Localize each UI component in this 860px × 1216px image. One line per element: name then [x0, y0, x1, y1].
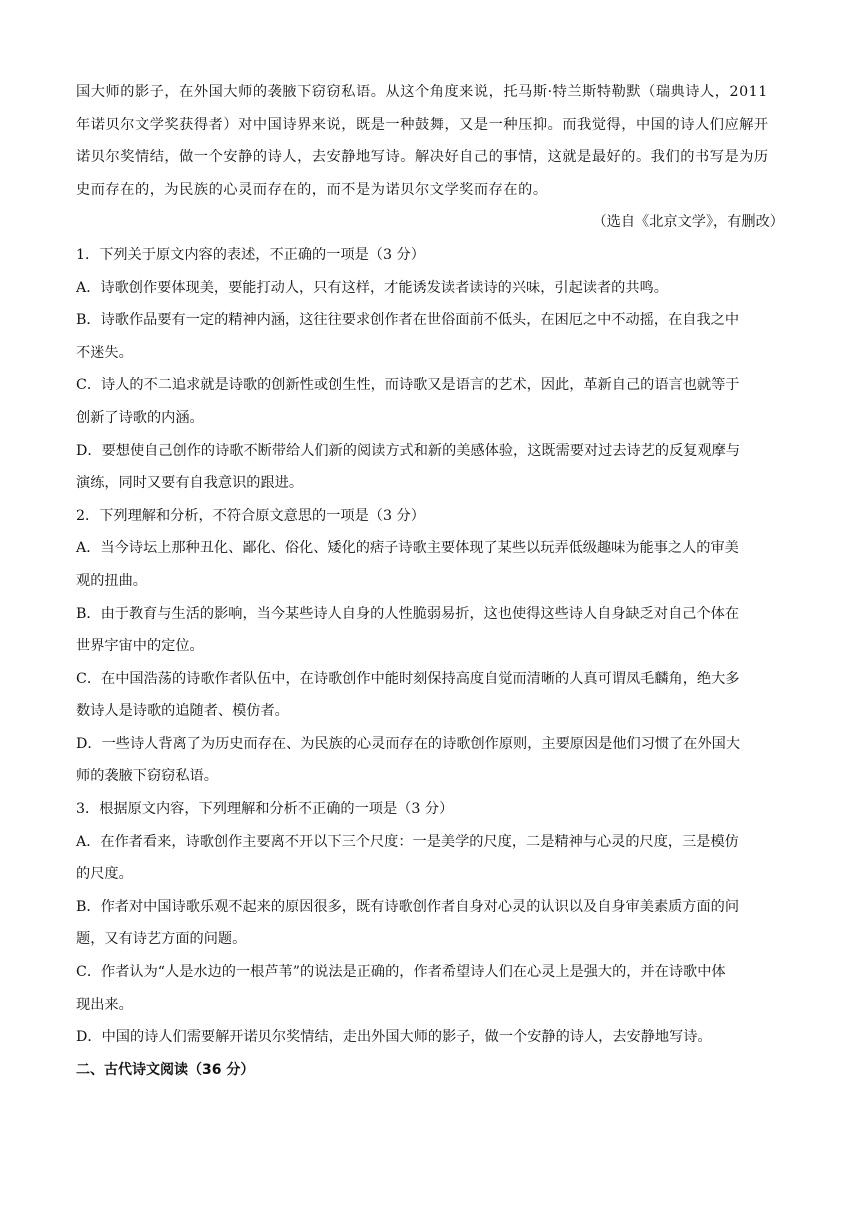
section-heading: 二、古代诗文阅读（36 分）: [76, 1061, 255, 1078]
option-line: 的尺度。: [76, 866, 133, 883]
option-line: 师的袭腋下窃窃私语。: [76, 768, 218, 785]
option-line: A．当今诗坛上那种丑化、鄙化、俗化、矮化的痞子诗歌主要体现了某些以玩弄低级趣味为能事之人的审美: [76, 540, 739, 557]
option-line: B．作者对中国诗歌乐观不起来的原因很多，既有诗歌创作者自身对心灵的认识以及自身审美素质方面的问: [76, 898, 740, 915]
passage-line: 诺贝尔奖情结，做一个安静的诗人，去安静地写诗。解决好自己的事情，这就是最好的。我们的书写是为历: [76, 149, 769, 166]
option-line: 不迷失。: [76, 344, 133, 361]
option-line: 演练，同时又要有自我意识的跟进。: [76, 475, 304, 492]
passage-line: 史而存在的，为民族的心灵而存在的，而不是为诺贝尔文学奖而存在的。: [76, 181, 548, 198]
option-line: C．诗人的不二追求就是诗歌的创新性或创生性，而诗歌又是语言的艺术，因此，革新自己的语言也就等于: [76, 377, 740, 394]
option-line: 题，又有诗艺方面的问题。: [76, 931, 247, 948]
question-stem: 1．下列关于原文内容的表述，不正确的一项是（3 分）: [76, 246, 425, 263]
option-line: A．在作者看来，诗歌创作主要离不开以下三个尺度：一是美学的尺度，二是精神与心灵的尺度，三是模仿: [76, 833, 739, 850]
option-line: 数诗人是诗歌的追随者、模仿者。: [76, 703, 289, 720]
option-line: B．由于教育与生活的影响，当今某些诗人自身的人性脆弱易折，这也使得这些诗人自身缺乏对自己个体在: [76, 605, 740, 622]
passage: [76, 76, 784, 206]
option-line: A．诗歌创作要体现美，要能打动人，只有这样，才能诱发读者读诗的兴味，引起读者的共鸣。: [76, 279, 668, 296]
option-line: C．作者认为“人是水边的一根芦苇”的说法是正确的，作者希望诗人们在心灵上是强大的，并在诗歌中体: [76, 964, 726, 981]
option-line: D．中国的诗人们需要解开诺贝尔奖情结，走出外国大师的影子，做一个安静的诗人，去安静地写诗。: [76, 1029, 712, 1046]
passage-line: 国大师的影子，在外国大师的袭腋下窃窃私语。从这个角度来说，托马斯·特兰斯特勒默（瑞典诗人，2011: [76, 84, 768, 100]
option-line: 现出来。: [76, 996, 133, 1013]
option-line: 世界宇宙中的定位。: [76, 638, 204, 655]
question-stem: 2．下列理解和分析，不符合原文意思的一项是（3 分）: [76, 507, 425, 524]
option-line: D．一些诗人背离了为历史而存在、为民族的心灵而存在的诗歌创作原则，主要原因是他们习惯了在外国大: [76, 735, 741, 752]
question-stem: 3．根据原文内容，下列理解和分析不正确的一项是（3 分）: [76, 801, 454, 818]
passage-line: 年诺贝尔文学奖获得者）对中国诗界来说，既是一种鼓舞，又是一种压抑。而我觉得，中国的诗人们应解开: [76, 116, 769, 133]
option-line: B．诗歌作品要有一定的精神内涵，这往往要求创作者在世俗面前不低头，在困厄之中不动摇，在自我之中: [76, 312, 740, 329]
option-line: D．要想使自己创作的诗歌不断带给人们新的阅读方式和新的美感体验，这既需要对过去诗艺的反复观摩与: [76, 442, 741, 459]
option-line: 创新了诗歌的内涵。: [76, 409, 204, 426]
option-line: 观的扭曲。: [76, 572, 147, 589]
passage-source: （选自《北京文学》，有删改）: [592, 214, 784, 231]
option-line: C．在中国浩荡的诗歌作者队伍中，在诗歌创作中能时刻保持高度自觉而清晰的人真可谓凤毛麟角，绝大多: [76, 670, 740, 687]
